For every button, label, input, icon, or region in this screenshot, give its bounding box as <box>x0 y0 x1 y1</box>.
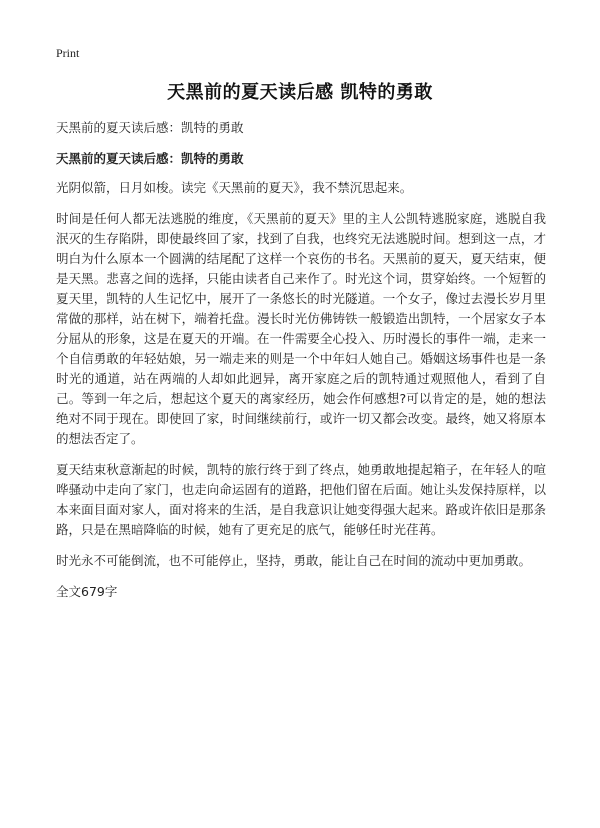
paragraph-autumn: 夏天结束秋意渐起的时候，凯特的旅行终于到了终点，她勇敢地提起箱子，在年轻人的喧哗骚动中走向了家门，也走向命运固有的道路，把他们留在后面。她让头发保持原样，以本来面目面对家人，面对将来的生活，是自我意识让她变得强大起来。路或许依旧是那条路，只是在黑暗降临的时候，她有了更充足的底气，能够任时光荏苒。 <box>56 462 546 537</box>
article-subtitle: 天黑前的夏天读后感：凯特的勇敢 <box>56 120 244 135</box>
paragraph-conclusion: 时光永不可能倒流，也不可能停止，坚持，勇敢，能让自己在时间的流动中更加勇敢。 <box>56 553 532 568</box>
print-link[interactable]: Print <box>56 46 80 60</box>
paragraph-intro: 光阴似箭，日月如梭。读完《天黑前的夏天》，我不禁沉思起来。 <box>56 180 413 195</box>
article-body <box>56 118 546 613</box>
paragraph-time: 时间是任何人都无法逃脱的维度，《天黑前的夏天》里的主人公凯特逃脱家庭，逃脱自我泯灭的生存陷阱，即使最终回了家，找到了自我，也终究无法逃脱时间。想到这一点，才明白为什么原本一个圆满的结尾配了这样一个哀伤的书名。天黑前的夏天，夏天结束，便是天黑。悲喜之间的选择，只能由读者自己来作了。时光这个词，贯穿始终。一个短暂的夏天里，凯特的人生记忆中，展开了一条悠长的时光隧道。一个女子，像过去漫长岁月里常做的那样，站在树下，端着托盘。漫长时光仿佛铸铁一般锻造出凯特，一个居家女子本分屈从的形象，这是在夏天的开端。在一件需要全心投入、历时漫长的事件一端，走来一个自信勇敢的年轻姑娘，另一端走来的则是一个中年妇人她自己。婚姻这场事件也是一条时光的通道，站在两端的人却如此迥异，离开家庭之后的凯特通过观照他人，看到了自己。等到一年之后，想起这个夏天的离家经历，她会作何感想?可以肯定的是，她的想法绝对不同于现在。即使回了家，时间继续前行，或许一切又都会改变。最终，她又将原本的想法否定了。 <box>56 211 546 446</box>
article-subtitle-bold: 天黑前的夏天读后感：凯特的勇敢 <box>56 151 244 166</box>
word-count: 全文679字 <box>56 584 118 599</box>
page-title: 天黑前的夏天读后感 凯特的勇敢 <box>167 82 433 103</box>
